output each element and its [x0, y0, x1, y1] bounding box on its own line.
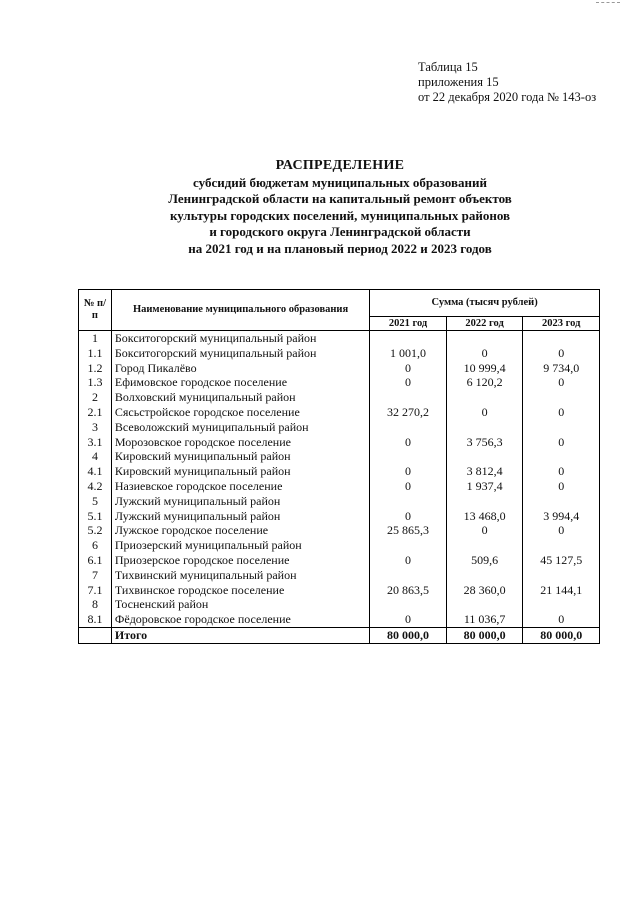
table-row	[79, 509, 600, 524]
table-row	[79, 479, 600, 494]
row-value-2021	[370, 538, 447, 553]
table-body	[79, 331, 600, 628]
title-heading: РАСПРЕДЕЛЕНИЕ	[275, 158, 405, 173]
row-value-2023: 0	[523, 612, 600, 627]
row-name: Фёдоровское городское поселение	[111, 612, 369, 627]
row-value-2022	[446, 449, 523, 464]
row-number: 5.1	[79, 509, 112, 524]
table-row	[79, 494, 600, 509]
col-header-year-2022: 2022 год	[446, 317, 523, 331]
row-value-2021	[370, 420, 447, 435]
row-number: 8	[79, 597, 112, 612]
table-row	[79, 449, 600, 464]
row-name: Лужский муниципальный район	[111, 494, 369, 509]
row-value-2021: 0	[370, 435, 447, 450]
row-name: Приозерское городское поселение	[111, 553, 369, 568]
row-name: Тосненский район	[111, 597, 369, 612]
row-value-2021: 25 865,3	[370, 523, 447, 538]
row-value-2021	[370, 494, 447, 509]
col-header-number: № п/п	[79, 290, 112, 331]
row-name: Тихвинский муниципальный район	[111, 568, 369, 583]
row-value-2021	[370, 597, 447, 612]
row-value-2023: 0	[523, 523, 600, 538]
row-number: 7	[79, 568, 112, 583]
row-value-2023: 9 734,0	[523, 361, 600, 376]
row-value-2023	[523, 538, 600, 553]
row-value-2022	[446, 568, 523, 583]
row-name: Город Пикалёво	[111, 361, 369, 376]
row-value-2023: 0	[523, 479, 600, 494]
row-number: 5.2	[79, 523, 112, 538]
row-name: Морозовское городское поселение	[111, 435, 369, 450]
table-row	[79, 420, 600, 435]
row-value-2021: 0	[370, 375, 447, 390]
row-value-2022	[446, 494, 523, 509]
col-header-sum: Сумма (тысяч рублей)	[370, 290, 600, 317]
row-name: Волховский муниципальный район	[111, 390, 369, 405]
row-number: 1.1	[79, 346, 112, 361]
row-value-2022: 10 999,4	[446, 361, 523, 376]
row-number: 5	[79, 494, 112, 509]
title-line-4: и городского округа Ленинградской области	[209, 224, 471, 239]
row-name: Приозерский муниципальный район	[111, 538, 369, 553]
reference-line-3: от 22 декабря 2020 года № 143-оз	[418, 90, 597, 104]
table-row	[79, 553, 600, 568]
row-value-2023: 21 144,1	[523, 583, 600, 598]
table-row	[79, 390, 600, 405]
table-row	[79, 612, 600, 627]
row-value-2021: 32 270,2	[370, 405, 447, 420]
row-name: Назиевское городское поселение	[111, 479, 369, 494]
row-number: 4	[79, 449, 112, 464]
row-name: Кировский муниципальный район	[111, 464, 369, 479]
table-row	[79, 405, 600, 420]
row-value-2022	[446, 390, 523, 405]
row-name: Лужский муниципальный район	[111, 509, 369, 524]
row-value-2022: 11 036,7	[446, 612, 523, 627]
row-value-2021	[370, 568, 447, 583]
row-value-2021	[370, 449, 447, 464]
subsidy-table	[78, 289, 600, 644]
row-value-2021: 0	[370, 361, 447, 376]
reference-line-2: приложения 15	[418, 75, 499, 89]
reference-block	[418, 60, 596, 105]
row-value-2023	[523, 390, 600, 405]
col-header-year-2023: 2023 год	[523, 317, 600, 331]
row-number: 6.1	[79, 553, 112, 568]
row-value-2021: 0	[370, 479, 447, 494]
row-value-2022: 28 360,0	[446, 583, 523, 598]
row-value-2023	[523, 331, 600, 346]
row-value-2022: 509,6	[446, 553, 523, 568]
title-line-5: на 2021 год и на плановый период 2022 и 2023 годов	[188, 240, 492, 256]
title-line-1: субсидий бюджетам муниципальных образований	[193, 174, 487, 190]
total-row	[79, 627, 600, 643]
row-number: 3.1	[79, 435, 112, 450]
row-value-2023: 0	[523, 435, 600, 450]
row-number: 3	[79, 420, 112, 435]
total-num-cell	[79, 627, 112, 643]
row-value-2023: 0	[523, 405, 600, 420]
total-2021: 80 000,0	[370, 627, 447, 643]
row-value-2023: 0	[523, 375, 600, 390]
row-number: 2	[79, 390, 112, 405]
row-value-2021: 0	[370, 464, 447, 479]
document-title	[60, 158, 620, 257]
row-value-2022: 0	[446, 346, 523, 361]
page-corner-mark	[596, 2, 620, 3]
row-value-2022	[446, 420, 523, 435]
col-header-year-2021: 2021 год	[370, 317, 447, 331]
row-value-2022: 3 756,3	[446, 435, 523, 450]
row-number: 6	[79, 538, 112, 553]
total-label: Итого	[111, 627, 369, 643]
row-value-2021: 20 863,5	[370, 583, 447, 598]
row-name: Кировский муниципальный район	[111, 449, 369, 464]
table-row	[79, 331, 600, 346]
table-row	[79, 375, 600, 390]
row-value-2021: 0	[370, 612, 447, 627]
reference-line-1: Таблица 15	[418, 60, 478, 74]
row-value-2021: 0	[370, 553, 447, 568]
row-value-2022: 0	[446, 523, 523, 538]
row-value-2021	[370, 331, 447, 346]
col-header-name: Наименование муниципального образования	[111, 290, 369, 331]
title-line-2: Ленинградской области на капитальный ремонт объектов	[168, 191, 512, 206]
row-number: 1.3	[79, 375, 112, 390]
table-row	[79, 523, 600, 538]
row-value-2023	[523, 449, 600, 464]
row-name: Бокситогорский муниципальный район	[111, 331, 369, 346]
row-value-2023: 0	[523, 346, 600, 361]
row-number: 4.2	[79, 479, 112, 494]
row-value-2023: 3 994,4	[523, 509, 600, 524]
row-value-2022: 0	[446, 405, 523, 420]
row-value-2023	[523, 597, 600, 612]
row-value-2022: 3 812,4	[446, 464, 523, 479]
table-row	[79, 435, 600, 450]
row-value-2021: 0	[370, 509, 447, 524]
row-name: Бокситогорский муниципальный район	[111, 346, 369, 361]
table-row	[79, 346, 600, 361]
row-number: 8.1	[79, 612, 112, 627]
row-number: 4.1	[79, 464, 112, 479]
row-value-2022	[446, 538, 523, 553]
row-value-2023: 0	[523, 464, 600, 479]
table-row	[79, 464, 600, 479]
row-value-2023	[523, 420, 600, 435]
row-name: Сясьстройское городское поселение	[111, 405, 369, 420]
table-row	[79, 538, 600, 553]
table-row	[79, 361, 600, 376]
row-number: 2.1	[79, 405, 112, 420]
row-value-2021	[370, 390, 447, 405]
row-name: Лужское городское поселение	[111, 523, 369, 538]
total-2023: 80 000,0	[523, 627, 600, 643]
table-row	[79, 597, 600, 612]
total-2022: 80 000,0	[446, 627, 523, 643]
row-value-2022: 6 120,2	[446, 375, 523, 390]
table-row	[79, 568, 600, 583]
row-name: Тихвинское городское поселение	[111, 583, 369, 598]
table-row	[79, 583, 600, 598]
row-value-2023	[523, 494, 600, 509]
row-value-2023: 45 127,5	[523, 553, 600, 568]
row-value-2022: 1 937,4	[446, 479, 523, 494]
row-name: Ефимовское городское поселение	[111, 375, 369, 390]
row-number: 7.1	[79, 583, 112, 598]
row-value-2022: 13 468,0	[446, 509, 523, 524]
row-value-2021: 1 001,0	[370, 346, 447, 361]
title-line-3: культуры городских поселений, муниципальных районов	[169, 207, 511, 223]
row-value-2023	[523, 568, 600, 583]
row-value-2022	[446, 331, 523, 346]
row-name: Всеволожский муниципальный район	[111, 420, 369, 435]
row-number: 1	[79, 331, 112, 346]
row-value-2022	[446, 597, 523, 612]
row-number: 1.2	[79, 361, 112, 376]
